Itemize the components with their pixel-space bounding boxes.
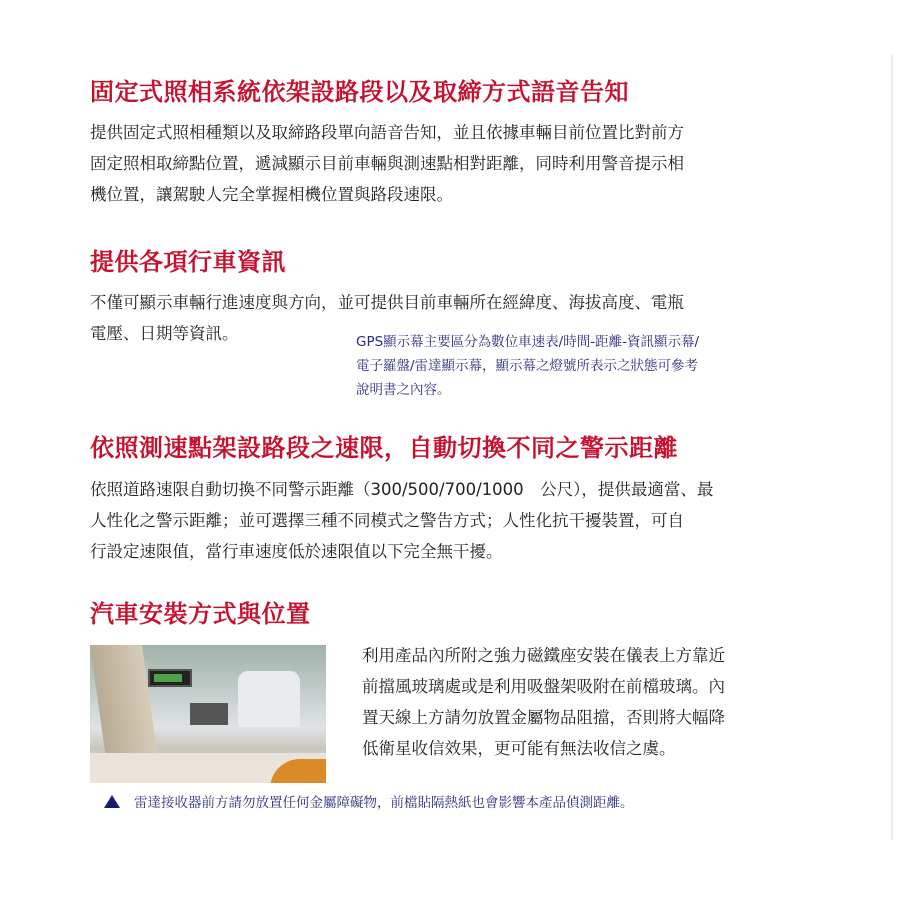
text-line: 置天線上方請勿放置金屬物品阻擋，否則將大幅降 xyxy=(362,708,725,727)
section-body-installation xyxy=(362,640,725,764)
gps-display-note xyxy=(356,330,699,402)
note-line: GPS顯示幕主要區分為數位車速表/時間-距離-資訊顯示幕/ xyxy=(356,334,700,350)
text-line: 依照道路速限自動切換不同警示距離（300/500/700/1000 公尺），提供最適當、最 xyxy=(90,480,714,499)
section-heading-installation: 汽車安裝方式與位置 xyxy=(90,600,311,628)
note-line: 說明書之內容。 xyxy=(356,382,451,398)
section-heading-driving-info: 提供各項行車資訊 xyxy=(90,248,286,276)
text-line: 人性化之警示距離；並可選擇三種不同模式之警告方式；人性化抗干擾裝置，可自 xyxy=(90,511,684,530)
section-heading-fixed-camera: 固定式照相系統依架設路段以及取締方式語音告知 xyxy=(90,78,629,106)
installation-warning xyxy=(104,791,634,811)
text-line: 行設定速限值，當行車速度低於速限值以下完全無干擾。 xyxy=(90,542,503,561)
text-line: 提供固定式照相種類以及取締路段單向語音告知，並且依據車輛目前位置比對前方 xyxy=(90,123,684,142)
photo-gps-device xyxy=(148,669,192,687)
section-body-speed-limit xyxy=(90,474,713,567)
page-divider xyxy=(891,55,893,840)
photo-radar-unit xyxy=(190,703,228,725)
text-line: 固定照相取締點位置，遞減顯示目前車輛與測速點相對距離，同時利用警音提示相 xyxy=(90,154,684,173)
text-line: 低衛星收信效果，更可能有無法收信之虞。 xyxy=(362,739,676,758)
text-line: 電壓、日期等資訊。 xyxy=(90,324,239,343)
warning-triangle-icon xyxy=(104,795,120,808)
text-line: 前擋風玻璃處或是利用吸盤架吸附在前檔玻璃。內 xyxy=(362,677,725,696)
section-body-fixed-camera xyxy=(90,117,684,210)
section-heading-speed-limit: 依照測速點架設路段之速限，自動切換不同之警示距離 xyxy=(90,434,678,462)
note-line: 電子羅盤/雷達顯示幕，顯示幕之燈號所表示之狀態可參考 xyxy=(356,358,699,374)
text-line: 利用產品內所附之強力磁鐵座安裝在儀表上方靠近 xyxy=(362,646,725,665)
text-line: 機位置，讓駕駛人完全掌握相機位置與路段速限。 xyxy=(90,185,453,204)
photo-car xyxy=(238,671,300,727)
text-line: 不僅可顯示車輛行進速度與方向，並可提供目前車輛所在經緯度、海拔高度、電瓶 xyxy=(90,293,684,312)
installation-photo xyxy=(90,645,326,783)
warning-text: 雷達接收器前方請勿放置任何金屬障礙物，前檔貼隔熱紙也會影響本產品偵測距離。 xyxy=(134,795,634,811)
